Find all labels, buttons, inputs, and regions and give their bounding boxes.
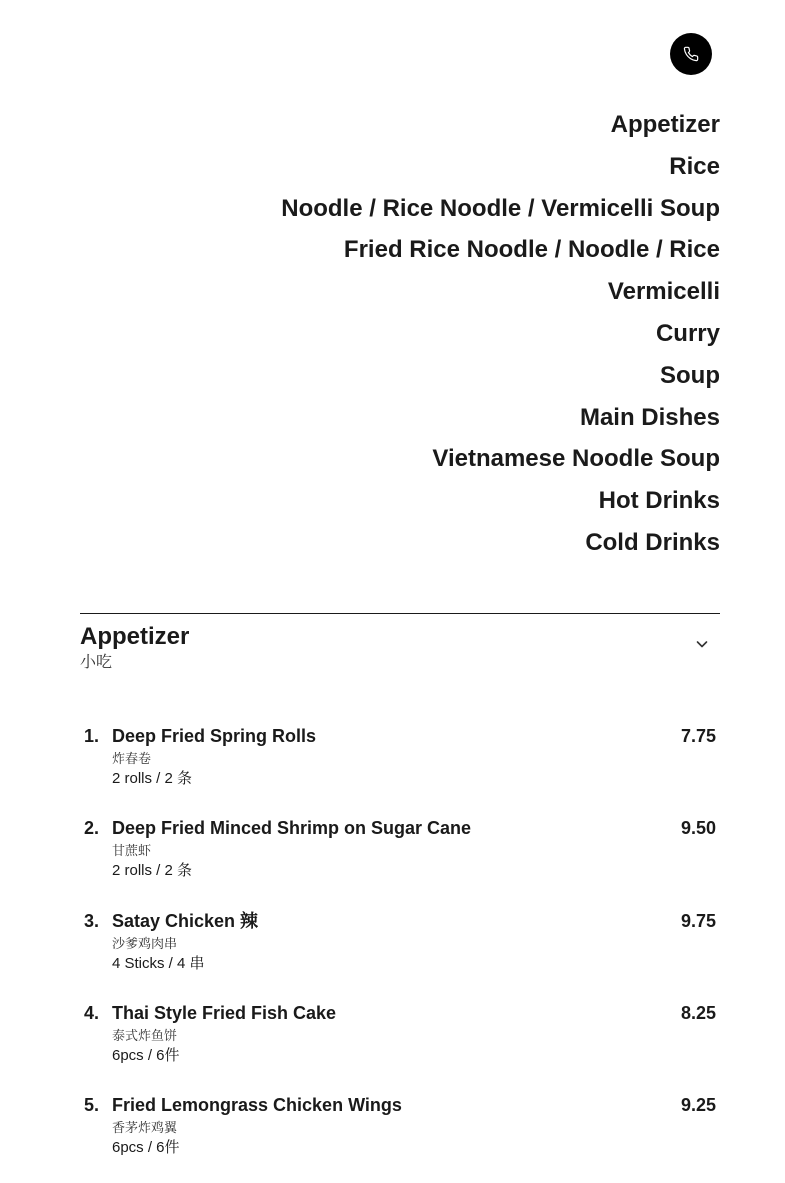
item-name: Thai Style Fried Fish Cake xyxy=(112,1002,337,1023)
item-price: 9.75 xyxy=(680,910,716,931)
phone-icon xyxy=(683,46,699,62)
item-chinese-name: 炸春卷 xyxy=(112,751,152,766)
menu-item xyxy=(80,1085,720,1177)
item-portion: 4 Sticks / 4 串 xyxy=(112,954,205,972)
category-nav xyxy=(80,104,720,564)
category-link-cold-drinks[interactable]: Cold Drinks xyxy=(585,528,720,556)
category-link-curry[interactable]: Curry xyxy=(655,319,720,347)
item-number: 1. xyxy=(84,726,100,746)
menu-item xyxy=(80,901,720,993)
category-link-appetizer[interactable]: Appetizer xyxy=(610,111,720,138)
category-link-vermicelli[interactable]: Vermicelli xyxy=(607,278,720,306)
category-link-hot-drinks[interactable]: Hot Drinks xyxy=(598,487,720,515)
item-chinese-name: 香茅炸鸡翼 xyxy=(112,1120,178,1136)
category-link-vietnamese-noodle-soup[interactable]: Vietnamese Noodle Soup xyxy=(432,445,720,473)
section-subtitle: 小吃 xyxy=(80,654,113,671)
menu-item xyxy=(80,716,720,808)
item-name: Fried Lemongrass Chicken Wings xyxy=(112,1095,402,1116)
item-name: Deep Fried Spring Rolls xyxy=(112,726,317,746)
menu-item xyxy=(80,808,720,900)
category-link-rice[interactable]: Rice xyxy=(669,152,720,180)
item-price: 7.75 xyxy=(680,726,716,746)
item-chinese-name: 沙爹鸡肉串 xyxy=(112,935,178,951)
menu-item xyxy=(80,993,720,1085)
item-chinese-name: 泰式炸鱼饼 xyxy=(112,1027,178,1043)
category-link-fried-rice-noodle[interactable]: Fried Rice Noodle / Noodle / Rice xyxy=(343,236,720,264)
category-link-main-dishes[interactable]: Main Dishes xyxy=(579,403,720,431)
chevron-down-icon[interactable] xyxy=(694,636,710,652)
appetizer-section-header[interactable] xyxy=(80,620,720,680)
item-portion: 2 rolls / 2 条 xyxy=(112,862,193,880)
item-portion: 6pcs / 6件 xyxy=(112,1139,180,1157)
section-title: Appetizer xyxy=(80,623,190,650)
item-price: 9.25 xyxy=(680,1095,716,1116)
item-number: 5. xyxy=(84,1095,100,1116)
item-number: 3. xyxy=(84,910,100,931)
category-link-soup[interactable]: Soup xyxy=(660,361,720,389)
phone-call-button[interactable] xyxy=(670,33,712,75)
item-chinese-name: 甘蔗虾 xyxy=(112,843,152,859)
item-name: Deep Fried Minced Shrimp on Sugar Cane xyxy=(112,818,472,839)
item-portion: 6pcs / 6件 xyxy=(112,1046,180,1064)
item-portion: 2 rolls / 2 条 xyxy=(112,770,193,787)
category-link-noodle-soup[interactable]: Noodle / Rice Noodle / Vermicelli Soup xyxy=(281,194,720,222)
item-name: Satay Chicken 辣 xyxy=(112,910,259,931)
item-number: 4. xyxy=(84,1002,100,1023)
item-price: 9.50 xyxy=(680,818,716,839)
menu-item-list xyxy=(80,716,720,1177)
item-number: 2. xyxy=(84,818,100,839)
item-price: 8.25 xyxy=(680,1002,716,1023)
section-divider xyxy=(80,613,720,614)
